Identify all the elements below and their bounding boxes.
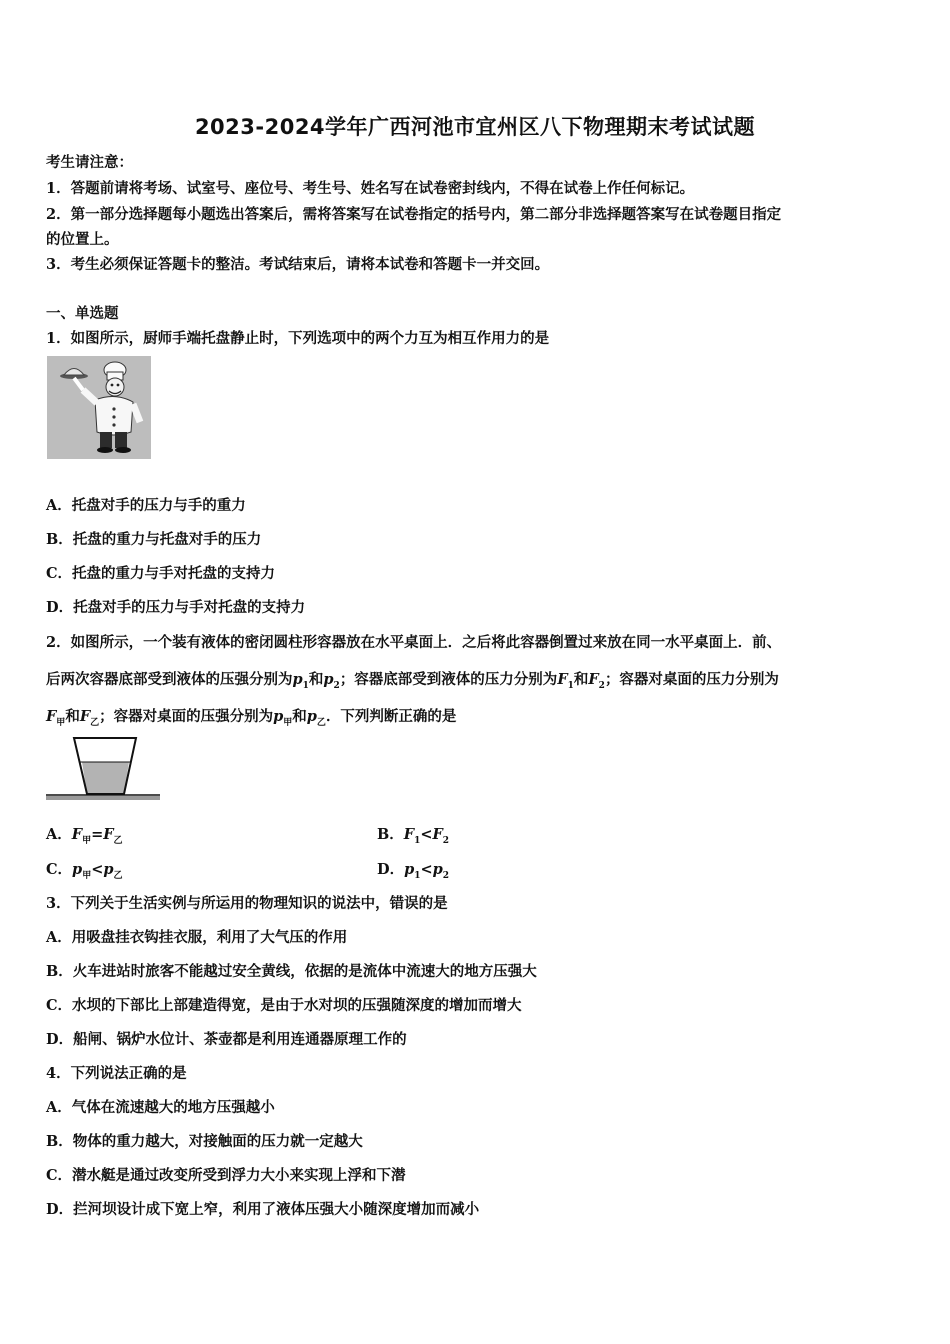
subscript: 2 xyxy=(333,680,340,691)
operator: < xyxy=(420,826,433,843)
q1-option-a: A．托盘对手的压力与手的重力 xyxy=(46,497,246,514)
notice-item: 3．考生必须保证答题卡的整洁。考试结束后，请将本试卷和答题卡一并交回。 xyxy=(46,256,550,273)
var-p: p xyxy=(292,671,303,688)
var-p: p xyxy=(432,861,443,878)
q2-option-c xyxy=(46,858,123,881)
q1-option-d: D．托盘对手的压力与手对托盘的支持力 xyxy=(46,599,306,616)
subscript: 2 xyxy=(442,870,450,881)
subscript: 甲 xyxy=(56,717,66,728)
q1-option-c: C．托盘的重力与手对托盘的支持力 xyxy=(46,565,276,582)
operator: = xyxy=(91,826,104,843)
subscript: 2 xyxy=(598,680,605,691)
q3-stem: 3．下列关于生活实例与所运用的物理知识的说法中，错误的是 xyxy=(46,895,448,912)
q3-option-a: A．用吸盘挂衣钩挂衣服，利用了大气压的作用 xyxy=(46,929,348,946)
subscript: 乙 xyxy=(90,717,100,728)
subscript: 1 xyxy=(414,870,421,881)
var-p: p xyxy=(72,861,83,878)
subscript: 1 xyxy=(414,835,421,846)
var-f: F xyxy=(588,671,599,688)
var-p: p xyxy=(273,708,284,725)
q3-option-b: B．火车进站时旅客不能越过安全黄线，依据的是流体中流速大的地方压强大 xyxy=(46,963,537,980)
text: ；容器底部受到液体的压力分别为 xyxy=(339,671,558,688)
container-diagram xyxy=(44,734,162,804)
subscript: 甲 xyxy=(82,870,92,881)
text: ；容器对桌面的压力分别为 xyxy=(604,671,779,688)
q1-option-b: B．托盘的重力与托盘对手的压力 xyxy=(46,531,262,548)
var-p: p xyxy=(306,708,317,725)
var-p: p xyxy=(323,671,334,688)
subscript: 甲 xyxy=(82,835,92,846)
subscript: 1 xyxy=(567,680,574,691)
var-f: F xyxy=(557,671,568,688)
text: 和 xyxy=(292,708,307,725)
subscript: 乙 xyxy=(113,835,123,846)
q4-option-a: A．气体在流速越大的地方压强越小 xyxy=(46,1099,275,1116)
q2-option-b xyxy=(377,823,449,846)
q2-line-3 xyxy=(46,705,456,728)
option-label: C． xyxy=(46,861,73,878)
q4-option-b: B．物体的重力越大，对接触面的压力就一定越大 xyxy=(46,1133,363,1150)
option-label: A． xyxy=(46,826,72,843)
notice-item: 2．第一部分选择题每小题选出答案后，需将答案写在试卷指定的括号内，第二部分非选择题答案写在试卷题目指定 xyxy=(46,206,782,223)
q2-option-d xyxy=(377,858,449,881)
text: 和 xyxy=(65,708,80,725)
chef-image xyxy=(47,356,151,459)
q4-stem: 4．下列说法正确的是 xyxy=(46,1065,187,1082)
option-label: D． xyxy=(377,861,405,878)
text: 和 xyxy=(308,671,324,688)
q2-line-1: 2．如图所示，一个装有液体的密闭圆柱形容器放在水平桌面上．之后将此容器倒置过来放在同一水平桌面上．前、 xyxy=(46,634,782,651)
q3-option-d: D．船闸、锅炉水位计、茶壶都是利用连通器原理工作的 xyxy=(46,1031,407,1048)
text: ．下列判断正确的是 xyxy=(325,708,457,725)
text: 和 xyxy=(573,671,589,688)
var-f: F xyxy=(103,826,114,843)
subscript: 2 xyxy=(442,835,450,846)
var-p: p xyxy=(103,861,114,878)
q4-option-d: D．拦河坝设计成下宽上窄，利用了液体压强大小随深度增加而减小 xyxy=(46,1201,480,1218)
q3-option-c: C．水坝的下部比上部建造得宽，是由于水对坝的压强随深度的增加而增大 xyxy=(46,997,522,1014)
subscript: 1 xyxy=(302,680,309,691)
var-f: F xyxy=(46,708,57,725)
notice-item: 的位置上。 xyxy=(46,231,119,248)
text: ；容器对桌面的压强分别为 xyxy=(99,708,274,725)
exam-title: 2023-2024学年广西河池市宜州区八下物理期末考试试题 xyxy=(194,115,756,139)
section-heading: 一、单选题 xyxy=(46,305,119,322)
notice-item: 1．答题前请将考场、试室号、座位号、考生号、姓名写在试卷密封线内，不得在试卷上作任何标记。 xyxy=(46,180,695,197)
text: 后两次容器底部受到液体的压强分别为 xyxy=(46,671,293,688)
var-f: F xyxy=(79,708,91,725)
subscript: 甲 xyxy=(283,717,293,728)
q4-option-c: C．潜水艇是通过改变所受到浮力大小来实现上浮和下潜 xyxy=(46,1167,406,1184)
var-p: p xyxy=(404,861,415,878)
operator: < xyxy=(420,861,433,878)
subscript: 乙 xyxy=(113,870,123,881)
var-f: F xyxy=(432,826,443,843)
q1-stem: 1．如图所示，厨师手端托盘静止时，下列选项中的两个力互为相互作用力的是 xyxy=(46,330,550,347)
option-label: B． xyxy=(377,826,404,843)
var-f: F xyxy=(403,826,415,843)
subscript: 乙 xyxy=(316,717,326,728)
q2-line-2 xyxy=(46,668,779,691)
var-f: F xyxy=(71,826,83,843)
notice-header: 考生请注意： xyxy=(46,154,133,171)
q2-option-a xyxy=(46,823,123,846)
operator: < xyxy=(91,861,104,878)
